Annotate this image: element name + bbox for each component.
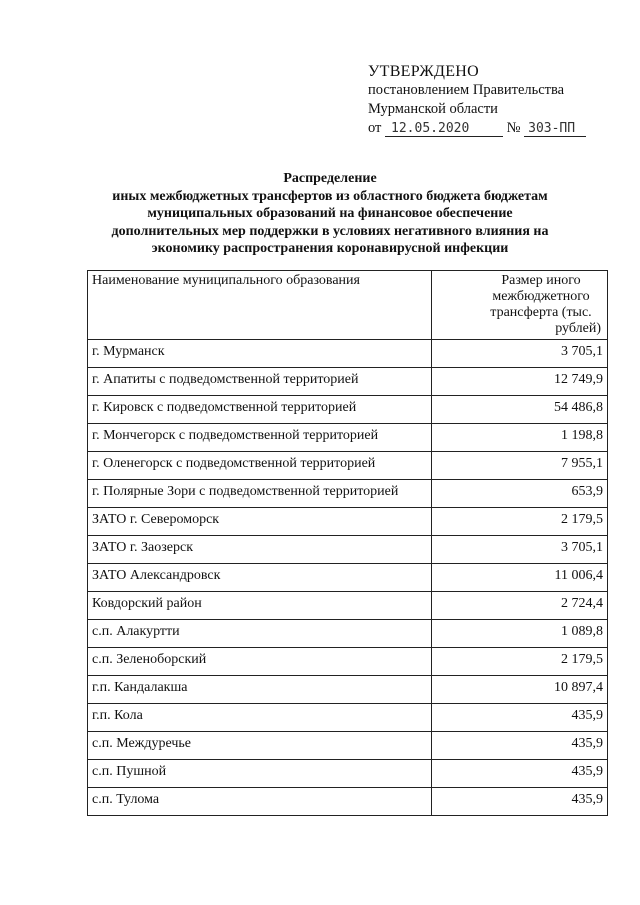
table-row <box>88 368 608 396</box>
transfer-amount: 10 897,4 <box>432 676 608 704</box>
municipality-name: г.п. Кандалакша <box>88 676 432 704</box>
approval-line-2: Мурманской области <box>368 101 498 117</box>
table-row <box>88 508 608 536</box>
municipality-name: г. Кировск с подведомственной территорией <box>88 396 432 424</box>
transfer-amount: 435,9 <box>432 788 608 816</box>
number-prefix: № <box>506 120 521 136</box>
transfer-amount: 653,9 <box>432 480 608 508</box>
transfer-amount: 3 705,1 <box>432 340 608 368</box>
municipality-name: г. Мончегорск с подведомственной территорией <box>88 424 432 452</box>
header-amount-line-1: Размер иного <box>501 273 581 288</box>
table-row <box>88 704 608 732</box>
transfer-amount: 12 749,9 <box>432 368 608 396</box>
table-row <box>88 760 608 788</box>
title-line-1: Распределение <box>283 171 377 186</box>
transfer-amount: 7 955,1 <box>432 452 608 480</box>
table-row <box>88 424 608 452</box>
transfer-amount: 2 724,4 <box>432 592 608 620</box>
transfer-amount: 435,9 <box>432 704 608 732</box>
municipality-name: с.п. Пушной <box>88 760 432 788</box>
header-amount-line-3: трансферта (тыс. <box>490 305 592 320</box>
transfer-amount: 435,9 <box>432 760 608 788</box>
document-title <box>60 170 600 258</box>
municipality-name: ЗАТО г. Заозерск <box>88 536 432 564</box>
table-row <box>88 536 608 564</box>
table-row <box>88 788 608 816</box>
header-amount-line-4: рублей) <box>555 321 601 336</box>
municipality-name: г.п. Кола <box>88 704 432 732</box>
title-line-2: иных межбюджетных трансфертов из областного бюджета бюджетам <box>112 188 548 204</box>
municipality-name: ЗАТО Александровск <box>88 564 432 592</box>
table-row <box>88 676 608 704</box>
table-row <box>88 592 608 620</box>
table-row <box>88 620 608 648</box>
table-row <box>88 648 608 676</box>
table-row <box>88 732 608 760</box>
title-line-5: экономику распространения коронавирусной инфекции <box>151 241 509 256</box>
municipality-name: ЗАТО г. Североморск <box>88 508 432 536</box>
approval-date-line <box>368 119 618 138</box>
municipality-name: с.п. Алакуртти <box>88 620 432 648</box>
title-line-3: муниципальных образований на финансовое обеспечение <box>147 206 513 221</box>
municipality-name: г. Полярные Зори с подведомственной территорией <box>88 480 432 508</box>
table-row <box>88 396 608 424</box>
title-line-4: дополнительных мер поддержки в условиях негативного влияния на <box>111 223 549 239</box>
transfer-amount: 3 705,1 <box>432 536 608 564</box>
approval-heading: УТВЕРЖДЕНО <box>368 63 480 80</box>
date-prefix: от <box>368 120 382 136</box>
allocation-table <box>87 270 608 816</box>
municipality-name: г. Оленегорск с подведомственной территорией <box>88 452 432 480</box>
municipality-name: с.п. Зеленоборский <box>88 648 432 676</box>
transfer-amount: 2 179,5 <box>432 508 608 536</box>
table-row <box>88 480 608 508</box>
table-row <box>88 340 608 368</box>
transfer-amount: 1 089,8 <box>432 620 608 648</box>
municipality-name: Ковдорский район <box>88 592 432 620</box>
transfer-amount: 435,9 <box>432 732 608 760</box>
approval-date: 12.05.2020 <box>385 122 503 137</box>
municipality-name: с.п. Междуречье <box>88 732 432 760</box>
header-amount-line-2: межбюджетного <box>492 289 590 304</box>
municipality-name: г. Апатиты с подведомственной территорией <box>88 368 432 396</box>
approval-number: 303-ПП <box>524 122 586 137</box>
transfer-amount: 1 198,8 <box>432 424 608 452</box>
municipality-name: с.п. Тулома <box>88 788 432 816</box>
municipality-name: г. Мурманск <box>88 340 432 368</box>
transfer-amount: 54 486,8 <box>432 396 608 424</box>
transfer-amount: 2 179,5 <box>432 648 608 676</box>
table-row <box>88 452 608 480</box>
transfer-amount: 11 006,4 <box>432 564 608 592</box>
approval-line-1: постановлением Правительства <box>368 82 565 98</box>
header-amount <box>432 271 608 340</box>
approval-block <box>368 62 618 138</box>
header-municipality: Наименование муниципального образования <box>88 271 432 340</box>
table-row <box>88 564 608 592</box>
table-header-row <box>88 271 608 340</box>
